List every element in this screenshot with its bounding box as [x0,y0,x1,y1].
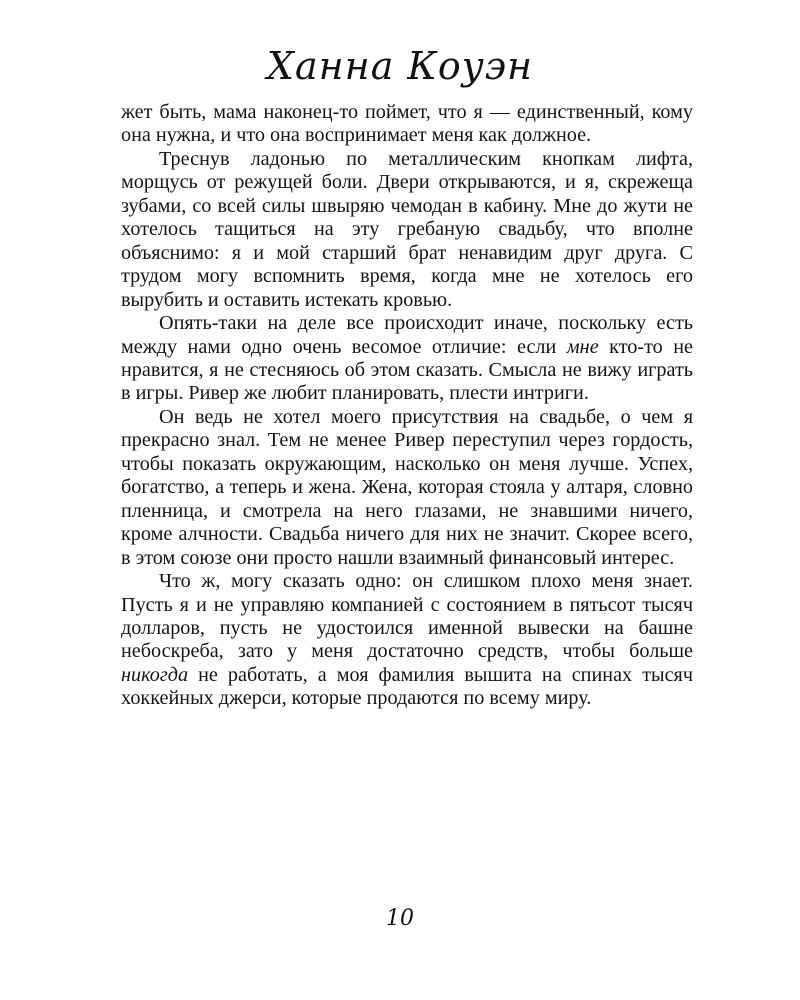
running-head-author: Ханна Коуэн [266,44,534,88]
paragraph [121,312,693,406]
paragraph [121,101,693,148]
body-text [121,101,693,711]
text-segment: Что ж, могу сказать одно: он слишком плохо меня знает. Пусть я и не управляю компанией с состоянием в пятьсот тысяч долларов, пусть не удостоился именной вывески на башне небоскреба, зато у меня достаточно средств, чтобы больше [121,570,693,663]
paragraph [121,570,693,711]
text-segment: Он ведь не хотел моего присутствия на свадьбе, о чем я прекрасно знал. Тем не менее Ривер переступил через гордость, чтобы показать окружающим, насколько он меня лучше. Успех, богатство, а теперь и жена. Жена, которая стояла у алтаря, словно пленница, и смотрела на него глазами, не знавшими ничего, кроме алчности. Свадьба ничего для них не значит. Скорее всего, в этом союзе они просто нашли взаимный финансовый интерес. [121,405,693,569]
text-segment: Опять-таки на деле все происходит иначе, поскольку есть между нами одно очень весомое отличие: если [121,312,693,358]
emphasis-text: мне [566,335,599,358]
text-segment: жет быть, мама наконец-то поймет, что я — единственный, кому она нужна, и что она воспринимает меня как должное. [121,101,693,147]
emphasis-text: никогда [121,663,189,686]
text-segment: Треснув ладонью по металлическим кнопкам лифта, морщусь от режущей боли. Двери открываются, и я, скрежеща зубами, со всей силы швыряю чемодан в кабину. Мне до жути не хотелось тащиться на эту гребаную свадьбу, что вполне объяснимо: я и мой старший брат ненавидим друг друга. С трудом могу вспомнить время, когда мне не хотелось его вырубить и оставить истекать кровью. [121,147,693,311]
paragraph [121,406,693,570]
paragraph [121,148,693,312]
text-segment: кто-то не нравится, я не стесняюсь об этом сказать. Смысла не вижу играть в игры. Ривер же любит планировать, плести интриги. [121,335,693,405]
page-number: 10 [386,906,414,931]
text-segment: не работать, а моя фамилия вышита на спинах тысяч хоккейных джерси, которые продаются по всему миру. [121,663,693,710]
